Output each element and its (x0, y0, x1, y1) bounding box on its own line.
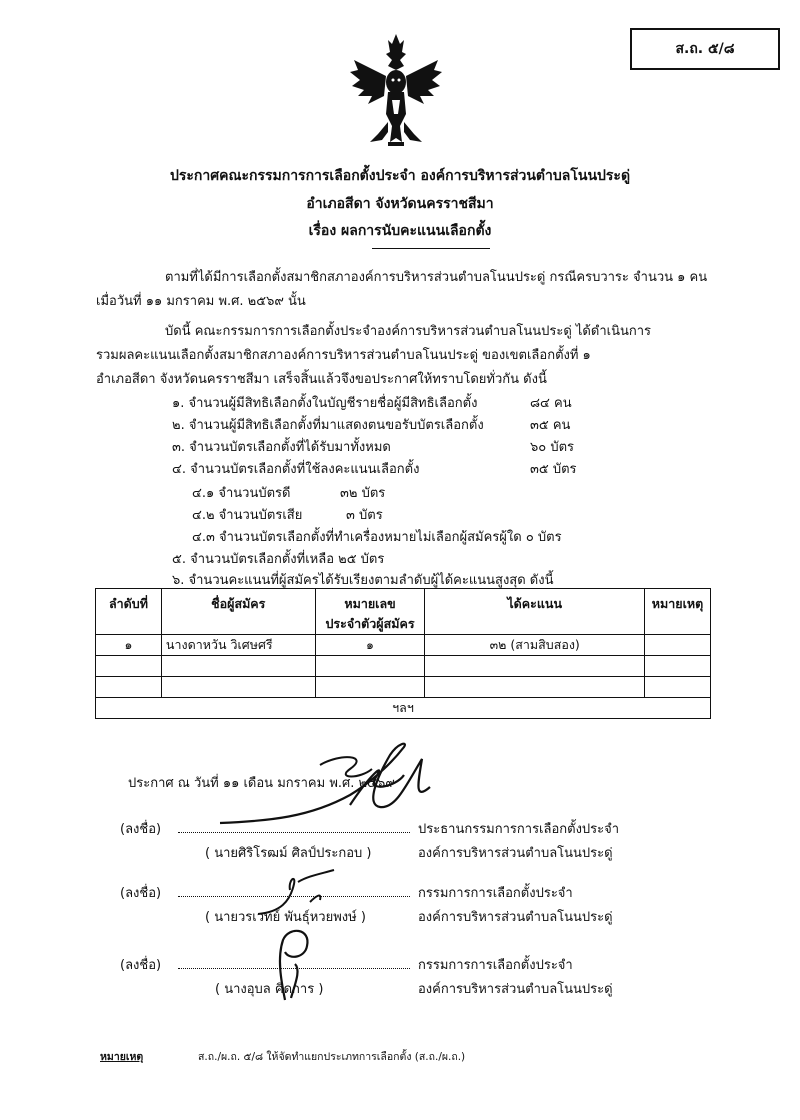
sign-3-role1: กรรมการการเลือกตั้งประจำ (418, 958, 573, 973)
cell-name: นางดาหวัน วิเศษศรี (161, 635, 315, 656)
table-end-mark: ฯลฯ (96, 698, 711, 719)
sign-1-role2: องค์การบริหารส่วนตำบลโนนประดู่ (418, 846, 613, 861)
table-row (96, 635, 711, 656)
footnote-label: หมายเหตุ (100, 1051, 144, 1063)
header-number (315, 589, 425, 635)
header-underline (372, 248, 490, 249)
para2-line3: อำเภอสีดา จังหวัดนครราชสีมา เสร็จสิ้นแล้วจึงขอประกาศให้ทราบโดยทั่วกัน ดังนี้ (96, 372, 547, 387)
sign-2-name: ( นายวรเวทย์ พันธุ์หวยพงษ์ ) (205, 910, 366, 925)
item-6: ๖. จำนวนคะแนนที่ผู้สมัครได้รับเรียงตามลำดับผู้ได้คะแนนสูงสุด ดังนี้ (172, 573, 554, 588)
sign-1-name: ( นายศิริโรฒม์ ศิลป์ประกอบ ) (205, 846, 372, 861)
signature-1-icon (200, 735, 460, 830)
table-row-empty (96, 677, 711, 698)
footnote-text: ส.ถ./ผ.ถ. ๕/๘ ให้จัดทำแยกประเภทการเลือกตั้ง (ส.ถ./ผ.ถ.) (198, 1051, 466, 1063)
item-5: ๕. จำนวนบัตรเลือกตั้งที่เหลือ ๒๕ บัตร (172, 552, 385, 567)
form-code-box (630, 28, 780, 70)
sign-2-role2: องค์การบริหารส่วนตำบลโนนประดู่ (418, 910, 613, 925)
para2-line2: รวมผลคะแนนเลือกตั้งสมาชิกสภาองค์การบริหารส่วนตำบลโนนประดู่ ของเขตเลือกตั้งที่ ๑ (96, 348, 591, 363)
sign-1-role1: ประธานกรรมการการเลือกตั้งประจำ (418, 822, 620, 837)
header-number-line2: ประจำตัวผู้สมัคร (325, 616, 415, 631)
header-order: ลำดับที่ (96, 589, 162, 635)
garuda-emblem-icon (348, 30, 444, 150)
cell-remarks (644, 635, 710, 656)
item-4-1-label: ๔.๑ จำนวนบัตรดี (192, 486, 291, 501)
header-line-2: อำเภอสีดา จังหวัดนครราชสีมา (306, 196, 494, 212)
header-number-line1: หมายเลข (344, 596, 396, 611)
table-row-empty (96, 656, 711, 677)
item-4-2-value: ๓ บัตร (346, 508, 383, 523)
table-header-row (96, 589, 711, 635)
item-4-value: ๓๕ บัตร (530, 462, 577, 477)
cell-number: ๑ (315, 635, 425, 656)
item-4-2-label: ๔.๒ จำนวนบัตรเสีย (192, 508, 303, 523)
header-line-1: ประกาศคณะกรรมการการเลือกตั้งประจำ องค์การบริหารส่วนตำบลโนนประดู่ (169, 168, 631, 184)
header-votes: ได้คะแนน (425, 589, 645, 635)
cell-votes: ๓๒ (สามสิบสอง) (425, 635, 645, 656)
para1-line2: เมื่อวันที่ ๑๑ มกราคม พ.ศ. ๒๕๖๙ นั้น (96, 294, 306, 309)
sign-2-role1: กรรมการการเลือกตั้งประจำ (418, 886, 573, 901)
sign-3-role2: องค์การบริหารส่วนตำบลโนนประดู่ (418, 982, 613, 997)
item-2-value: ๓๕ คน (530, 418, 571, 433)
item-1-label: ๑. จำนวนผู้มีสิทธิเลือกตั้งในบัญชีรายชื่อผู้มีสิทธิเลือกตั้ง (172, 396, 478, 411)
para1-line1: ตามที่ได้มีการเลือกตั้งสมาชิกสภาองค์การบริหารส่วนตำบลโนนประดู่ กรณีครบวาระ จำนวน ๑ คน (165, 270, 708, 285)
item-1-value: ๘๔ คน (530, 396, 572, 411)
item-2-label: ๒. จำนวนผู้มีสิทธิเลือกตั้งที่มาแสดงตนขอรับบัตรเลือกตั้ง (172, 418, 484, 433)
item-4-3: ๔.๓ จำนวนบัตรเลือกตั้งที่ทำเครื่องหมายไม่เลือกผู้สมัครผู้ใด ๐ บัตร (192, 530, 562, 545)
para2-line1: บัดนี้ คณะกรรมการการเลือกตั้งประจำองค์การบริหารส่วนตำบลโนนประดู่ ได้ดำเนินการ (165, 324, 651, 339)
item-4-label: ๔. จำนวนบัตรเลือกตั้งที่ใช้ลงคะแนนเลือกตั้ง (172, 462, 420, 477)
cell-order: ๑ (96, 635, 162, 656)
sign-3-line (178, 968, 410, 969)
announce-date: ประกาศ ณ วันที่ ๑๑ เดือน มกราคม พ.ศ. ๒๕๖๙ (128, 776, 395, 791)
item-4-1-value: ๓๒ บัตร (340, 486, 386, 501)
results-table (95, 588, 711, 719)
header-name: ชื่อผู้สมัคร (161, 589, 315, 635)
sign-3-name: ( นางอุบล คิดการ ) (215, 982, 324, 997)
item-3-label: ๓. จำนวนบัตรเลือกตั้งที่ได้รับมาทั้งหมด (172, 440, 391, 455)
sign-3-prefix: (ลงชื่อ) (120, 958, 162, 973)
form-code: ส.ถ. ๕/๘ (675, 41, 735, 57)
sign-1-prefix: (ลงชื่อ) (120, 822, 162, 837)
sign-2-prefix: (ลงชื่อ) (120, 886, 162, 901)
header-line-3: เรื่อง ผลการนับคะแนนเลือกตั้ง (308, 223, 492, 239)
table-end-row (96, 698, 711, 719)
item-3-value: ๖๐ บัตร (530, 440, 574, 455)
sign-2-line (178, 896, 410, 897)
sign-1-line (178, 832, 410, 833)
header-remarks: หมายเหตุ (644, 589, 710, 635)
